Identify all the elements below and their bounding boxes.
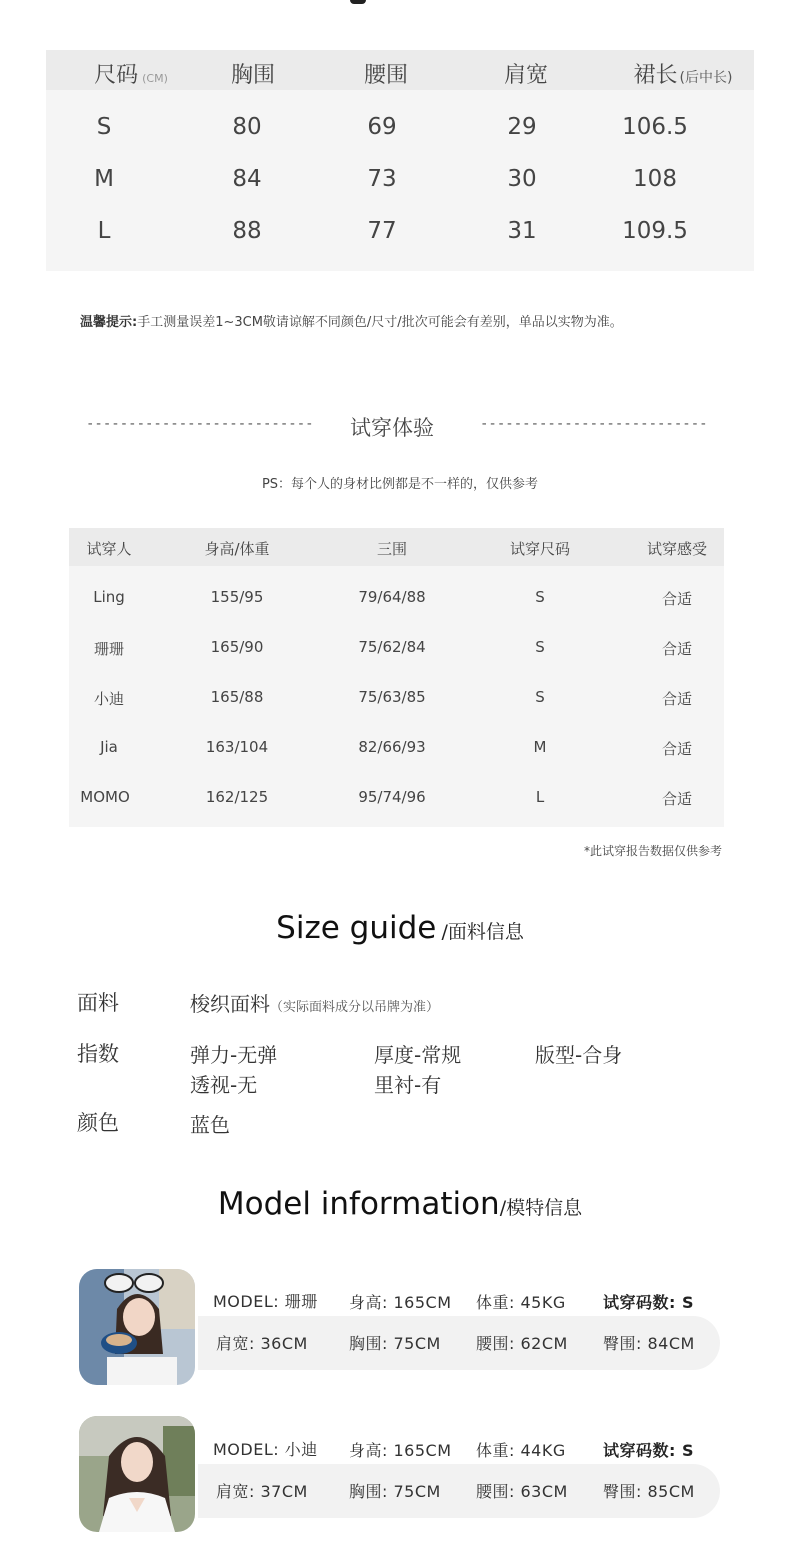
model-info-title [0,1186,800,1222]
size-row [46,160,754,204]
notice-text: 手工测量误差1~3CM敬请谅解不同颜色/尺寸/批次可能会有差别，单品以实物为准。 [137,315,623,330]
trial-cell: 75/63/85 [358,688,426,706]
size-guide-title-cn: /面料信息 [441,921,524,943]
model-photo-illustration [79,1269,195,1385]
size-table-header [46,50,754,90]
warm-notice [80,311,623,330]
trial-cell: 75/62/84 [358,638,426,656]
trial-cell: 合适 [661,640,692,658]
size-cell: 109.5 [622,218,688,244]
fabric-note: （实际面料成分以吊牌为准） [270,1000,440,1015]
height-weight-col-header: 身高/体重 [204,540,270,558]
bust-col-header: 胸围 [230,63,275,88]
trial-cell: S [535,588,545,606]
model-info-title-cn: /模特信息 [499,1197,583,1219]
trial-cell: 82/66/93 [358,738,426,756]
trial-cell: 155/95 [210,588,264,606]
index-thickness: 厚度-常规 [374,1043,462,1067]
size-cell: S [96,114,112,140]
trial-cell: Ling [93,588,125,606]
model-photo [79,1416,195,1532]
trial-cell: 合适 [661,790,692,808]
trial-cell: Jia [100,738,118,756]
size-cell: M [94,166,114,192]
size-table [46,50,754,271]
fabric-value-text: 梭织面料 [190,992,270,1016]
size-guide-title-en: Size guide [276,910,437,946]
right-dashed-divider: --------------------------- [480,416,708,432]
model-info-title-en: Model information [217,1186,500,1222]
size-cell: 31 [507,218,537,244]
trial-cell: MOMO [80,788,130,806]
tester-col-header: 试穿人 [86,540,132,558]
size-row [46,108,754,152]
trial-cell: 95/74/96 [358,788,426,806]
trial-cell: 小迪 [93,690,124,708]
shoulder-col-header: 肩宽 [503,63,548,88]
trial-row [69,738,724,788]
model-name: MODEL: 珊珊 [213,1292,318,1311]
model-trial-size: 试穿码数: S [603,1293,694,1312]
fabric-label: 面料 [77,991,119,1015]
trial-cell: 163/104 [205,738,269,756]
length-col-header: 裙长 (后中长) [633,63,733,88]
model-photo-illustration [79,1416,195,1532]
notice-label: 温馨提示: [80,315,138,330]
trial-row [69,638,724,688]
size-cell: 108 [633,166,677,192]
size-row [46,212,754,256]
waist-col-header: 腰围 [363,63,408,88]
model-photo [79,1269,195,1385]
model-height: 身高: 165CM [349,1441,452,1460]
index-sheer: 透视-无 [190,1073,258,1097]
size-cell: 106.5 [622,114,688,140]
trial-cell: 79/64/88 [358,588,426,606]
trial-cell: S [535,688,545,706]
model-shoulder: 肩宽: 37CM [216,1482,308,1501]
size-guide-title [0,910,800,946]
trial-row [69,788,724,838]
model-name: MODEL: 小迪 [213,1440,318,1459]
size-cell: 29 [507,114,537,140]
model-waist: 腰围: 62CM [476,1334,568,1353]
trial-cell: L [535,788,545,806]
trial-cell: M [533,738,547,756]
trial-cell: 165/88 [210,688,264,706]
trial-report-note: *此试穿报告数据仅供参考 [583,844,722,858]
index-stretch: 弹力-无弹 [190,1043,278,1067]
trial-feel-col-header: 试穿感受 [646,540,707,558]
size-cell: 30 [507,166,537,192]
model-weight: 体重: 44KG [476,1441,566,1460]
model-shoulder: 肩宽: 36CM [216,1334,308,1353]
trial-section-title [0,412,800,442]
top-edge-fragment [350,0,366,4]
measurements-col-header: 三围 [376,540,407,558]
left-dashed-divider: --------------------------- [86,416,314,432]
index-lining: 里衬-有 [374,1073,442,1097]
trial-size-col-header: 试穿尺码 [509,540,570,558]
trial-title: 试穿体验 [350,416,434,440]
trial-ps-note: PS：每个人的身材比例都是不一样的，仅供参考 [261,477,539,492]
size-col-header: 尺码 (CM) [94,63,168,88]
size-cell: L [97,218,111,244]
index-label: 指数 [77,1042,119,1066]
model-hip: 臀围: 84CM [603,1334,695,1353]
size-cell: 80 [232,114,262,140]
model-waist: 腰围: 63CM [476,1482,568,1501]
trial-cell: 162/125 [205,788,269,806]
model-hip: 臀围: 85CM [603,1482,695,1501]
color-value: 蓝色 [190,1113,230,1137]
trial-cell: 165/90 [210,638,264,656]
index-fit: 版型-合身 [535,1043,623,1067]
model-bust: 胸围: 75CM [349,1334,441,1353]
model-bust: 胸围: 75CM [349,1482,441,1501]
size-cell: 69 [367,114,397,140]
trial-cell: 合适 [661,590,692,608]
trial-cell: 合适 [661,740,692,758]
trial-row [69,588,724,638]
trial-table [69,528,724,827]
fabric-value [190,988,439,1017]
size-cell: 88 [232,218,262,244]
size-cell: 73 [367,166,397,192]
model-weight: 体重: 45KG [476,1293,566,1312]
model-height: 身高: 165CM [349,1293,452,1312]
trial-table-header [69,528,724,566]
trial-cell: S [535,638,545,656]
model-trial-size: 试穿码数: S [603,1441,694,1460]
trial-row [69,688,724,738]
size-cell: 84 [232,166,262,192]
color-label: 颜色 [77,1111,119,1135]
trial-cell: 合适 [661,690,692,708]
trial-cell: 珊珊 [93,640,124,658]
size-cell: 77 [367,218,397,244]
